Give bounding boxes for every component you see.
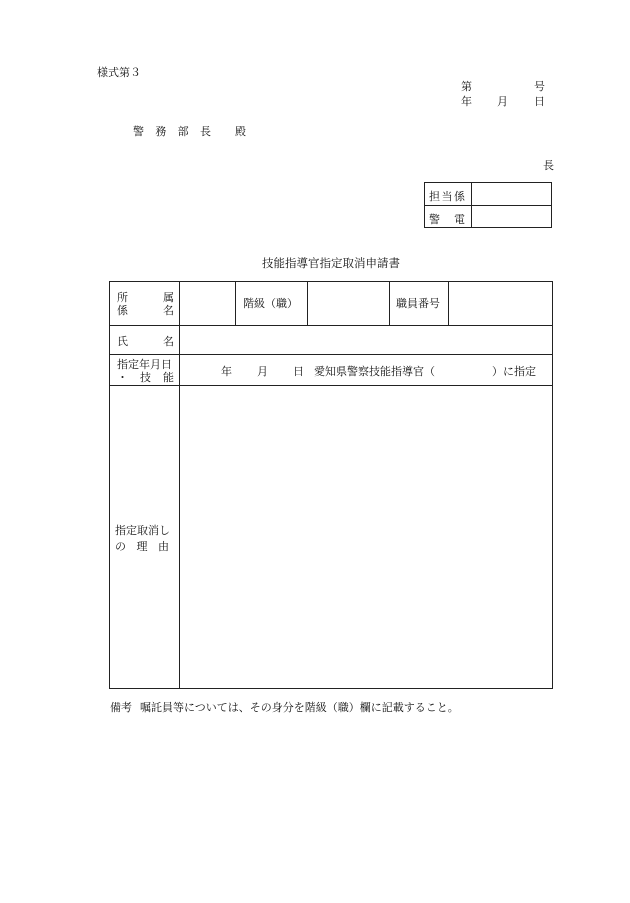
label-char: 係 (117, 304, 128, 317)
label-char: 警 (429, 213, 440, 226)
label-char: 電 (454, 213, 465, 226)
designation-year: 年 (221, 365, 232, 378)
staff-number-label: 職員番号 (396, 297, 440, 310)
rank-label: 階級（職） (243, 297, 298, 310)
row-divider-3 (110, 385, 552, 386)
row-divider-2 (110, 354, 552, 355)
contact-divider (471, 183, 472, 227)
affiliation-label-2 (117, 305, 174, 316)
date-day: 日 (534, 95, 545, 108)
label-char: 当 (441, 190, 453, 203)
label-char: 能 (163, 371, 174, 384)
label-char: 技 (140, 371, 151, 384)
label-char: 理 (136, 540, 148, 553)
remarks (110, 702, 459, 713)
addressee-title (133, 126, 211, 137)
main-table (109, 281, 553, 689)
reason-label-1: 指定取消し (115, 524, 170, 537)
label-char: 所 (117, 291, 128, 304)
designation-text-after: ）に指定 (492, 365, 536, 378)
designation-text-before: 愛知県警察技能指導官（ (314, 365, 435, 378)
date-year: 年 (461, 95, 472, 108)
designation-month: 月 (257, 365, 268, 378)
designation-day: 日 (293, 365, 304, 378)
designation-label-1: 指定年月日 (117, 358, 172, 371)
name-label (117, 336, 174, 347)
label-column-divider (179, 282, 180, 688)
row-divider-1 (110, 325, 552, 326)
label-char: 名 (163, 304, 174, 317)
designation-label-2 (117, 372, 174, 383)
contact-person-row (425, 183, 551, 206)
label-char: 務 (155, 125, 167, 138)
col-divider-b (307, 282, 308, 325)
label-char: 担 (429, 190, 440, 203)
date-month: 月 (497, 95, 508, 108)
label-char: ・ (117, 371, 128, 384)
reason-label-2 (115, 541, 169, 552)
applicant-title-suffix: 長 (543, 159, 554, 172)
doc-number-prefix: 第 (461, 80, 472, 93)
form-number: 様式第３ (97, 66, 141, 79)
contact-phone-label (429, 211, 465, 227)
label-char: 属 (163, 291, 174, 304)
remarks-label: 備考 (110, 701, 132, 714)
label-char: 長 (199, 125, 211, 138)
col-divider-d (448, 282, 449, 325)
contact-phone-row (425, 206, 551, 228)
col-divider-a (235, 282, 236, 325)
label-char: 係 (454, 190, 465, 203)
addressee (133, 126, 211, 137)
addressee-honorific: 殿 (235, 125, 246, 138)
contact-table (424, 182, 552, 228)
contact-person-label (429, 188, 465, 204)
remarks-text: 嘱託員等については、その身分を階級（職）欄に記載すること。 (140, 701, 459, 714)
label-char: の (115, 540, 126, 553)
label-char: 警 (133, 125, 144, 138)
form-title: 技能指導官指定取消申請書 (262, 256, 400, 270)
affiliation-label-1 (117, 292, 174, 303)
label-char: 氏 (117, 335, 128, 348)
col-divider-c (389, 282, 390, 325)
label-char: 部 (177, 125, 189, 138)
label-char: 由 (158, 540, 169, 553)
doc-number-suffix: 号 (534, 80, 545, 93)
label-char: 名 (163, 335, 174, 348)
